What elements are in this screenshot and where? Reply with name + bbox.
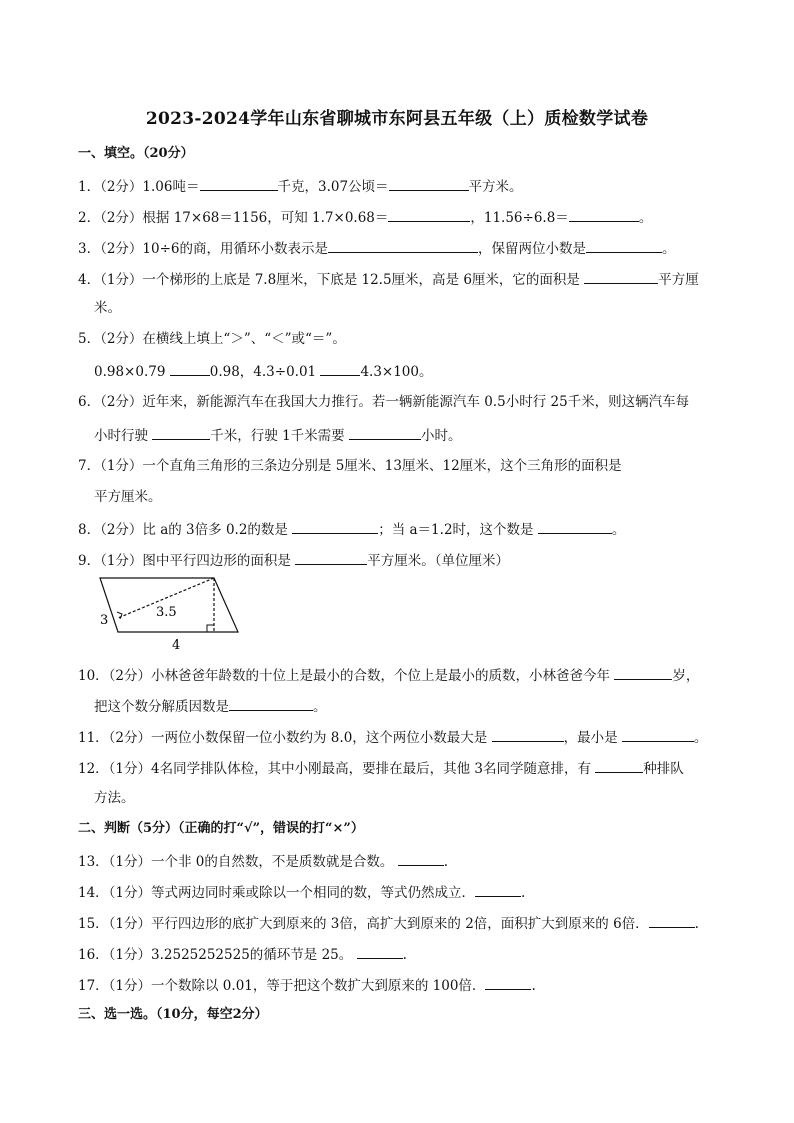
question-4-continued: 米。 (94, 300, 121, 316)
answer-blank[interactable] (357, 944, 403, 959)
q10-text: 把这个数分解质因数是 (94, 699, 229, 715)
page-title: 2023-2024学年山东省聊城市东阿县五年级（上）质检数学试卷 (145, 109, 649, 129)
q10-text: 。 (313, 699, 327, 715)
answer-blank[interactable] (389, 176, 469, 191)
answer-blank[interactable] (295, 550, 367, 565)
q17-text: . (531, 978, 536, 994)
q16-text: 16．（1分）3.2525252525的循环节是 25。 (78, 947, 353, 963)
q14-text: . (521, 885, 526, 901)
q3-text: 。 (662, 241, 676, 257)
answer-blank[interactable] (649, 913, 695, 928)
question-12-continued: 方法。 (94, 790, 135, 806)
question-5-compare (94, 361, 433, 381)
q8-text: ；当 a＝1.2时，这个数是 (378, 522, 534, 538)
q10-text: 10．（2分）小林爸爸年龄数的十位上是最小的合数，个位上是最小的质数，小林爸爸今年 (78, 668, 611, 684)
q5-text: 4.3×100。 (360, 364, 433, 380)
question-7-continued: 平方厘米。 (94, 489, 162, 505)
answer-blank[interactable] (595, 758, 643, 773)
q9-text: 9．（1分）图中平行四边形的面积是 (78, 553, 291, 569)
q8-text: 。 (611, 522, 626, 538)
answer-blank[interactable] (614, 665, 672, 680)
question-13 (78, 851, 448, 871)
section-heading-true-false: 二、判断（5分）（正确的打“√”，错误的打“×”） (78, 821, 364, 836)
q6-text: 千米，行驶 1千米需要 (210, 428, 345, 444)
height-label: 3.5 (156, 605, 177, 620)
answer-blank[interactable] (569, 207, 639, 222)
q9-text: 平方厘米。（单位厘米） (367, 553, 509, 569)
answer-blank[interactable] (398, 851, 444, 866)
question-10-continued (94, 696, 327, 716)
question-6: 6．（2分）近年来，新能源汽车在我国大力推行。若一辆新能源汽车 0.5小时行 25千米，则这辆汽车每 (78, 394, 690, 410)
answer-blank[interactable] (170, 361, 210, 376)
q2-text: 。 (638, 210, 653, 226)
question-14 (78, 882, 525, 902)
question-7: 7．（1分）一个直角三角形的三条边分别是 5厘米、13厘米、12厘米，这个三角形的面积是 (78, 458, 622, 474)
answer-blank[interactable] (485, 975, 531, 990)
base-label: 4 (172, 638, 181, 652)
answer-blank[interactable] (492, 727, 564, 742)
parallelogram-figure (90, 572, 250, 652)
q4-text: 4．（1分）一个梯形的上底是 7.8厘米，下底是 12.5厘米，高是 6厘米，它的面积是 (78, 272, 580, 288)
question-2 (78, 207, 652, 227)
question-1 (78, 176, 523, 196)
q14-text: 14．（1分）等式两边同时乘或除以一个相同的数，等式仍然成立． (78, 885, 476, 901)
q1-text: 1．（2分）1.06吨＝ (78, 179, 200, 195)
q13-text: . (443, 854, 448, 870)
q17-text: 17．（1分）一个数除以 0.01，等于把这个数扩大到原来的 100倍． (78, 978, 486, 994)
answer-blank[interactable] (622, 727, 694, 742)
question-16 (78, 944, 407, 964)
q11-text: ，最小是 (563, 730, 618, 746)
question-3 (78, 238, 676, 258)
right-angle-mark (207, 625, 214, 632)
q5-text: 0.98×0.79 (94, 364, 166, 380)
q11-text: 。 (693, 730, 708, 746)
q15-text: . (694, 916, 699, 932)
q10-text: 岁， (672, 668, 700, 684)
q2-text: 2．（2分）根据 17×68＝1156，可知 1.7×0.68＝ (78, 210, 389, 226)
q12-text: 种排队 (643, 761, 684, 777)
q6-text: 小时。 (420, 428, 462, 444)
q1-text: 平方米。 (468, 179, 523, 195)
section-heading-multiple-choice: 三、选一选。（10分，每空2分） (78, 1007, 268, 1022)
q3-text: 3．（2分）10÷6的商，用循环小数表示是 (78, 241, 329, 257)
question-9 (78, 550, 509, 570)
question-15 (78, 913, 699, 933)
answer-blank[interactable] (152, 425, 210, 440)
q13-text: 13．（1分）一个非 0的自然数，不是质数就是合数。 (78, 854, 394, 870)
answer-blank[interactable] (349, 425, 421, 440)
question-12 (78, 758, 684, 778)
q15-text: 15．（1分）平行四边形的底扩大到原来的 3倍，高扩大到原来的 2倍，面积扩大到原来的 6倍． (78, 916, 649, 932)
question-10 (78, 665, 699, 685)
question-11 (78, 727, 707, 747)
question-4 (78, 269, 699, 289)
question-17 (78, 975, 536, 995)
q16-text: . (402, 947, 407, 963)
question-6-continued (94, 425, 461, 445)
section-heading-fill-in: 一、填空。（20分） (78, 146, 194, 161)
question-5: 5．（2分）在横线上填上“＞”、“＜”或“＝”。 (78, 331, 346, 347)
q4-text: 平方厘 (658, 272, 699, 288)
answer-blank[interactable] (200, 176, 278, 191)
side-label: 3 (100, 613, 109, 628)
q1-text: 千克，3.07公顷＝ (277, 179, 389, 195)
question-8 (78, 519, 625, 539)
q5-text: 0.98，4.3÷0.01 (209, 364, 317, 380)
q8-text: 8．（2分）比 a的 3倍多 0.2的数是 (78, 522, 288, 538)
q6-text: 小时行驶 (94, 428, 148, 444)
answer-blank[interactable] (229, 696, 313, 711)
answer-blank[interactable] (586, 238, 662, 253)
q3-text: ，保留两位小数是 (478, 241, 587, 257)
answer-blank[interactable] (475, 882, 521, 897)
answer-blank[interactable] (328, 238, 478, 253)
answer-blank[interactable] (388, 207, 470, 222)
q11-text: 11．（2分）一两位小数保留一位小数约为 8.0，这个两位小数最大是 (78, 730, 488, 746)
answer-blank[interactable] (292, 519, 378, 534)
q12-text: 12．（1分）4名同学排队体检，其中小刚最高，要排在最后，其他 3名同学随意排，有 (78, 761, 591, 777)
answer-blank[interactable] (538, 519, 612, 534)
answer-blank[interactable] (584, 269, 658, 284)
answer-blank[interactable] (320, 361, 360, 376)
q2-text: ，11.56÷6.8＝ (470, 210, 569, 226)
